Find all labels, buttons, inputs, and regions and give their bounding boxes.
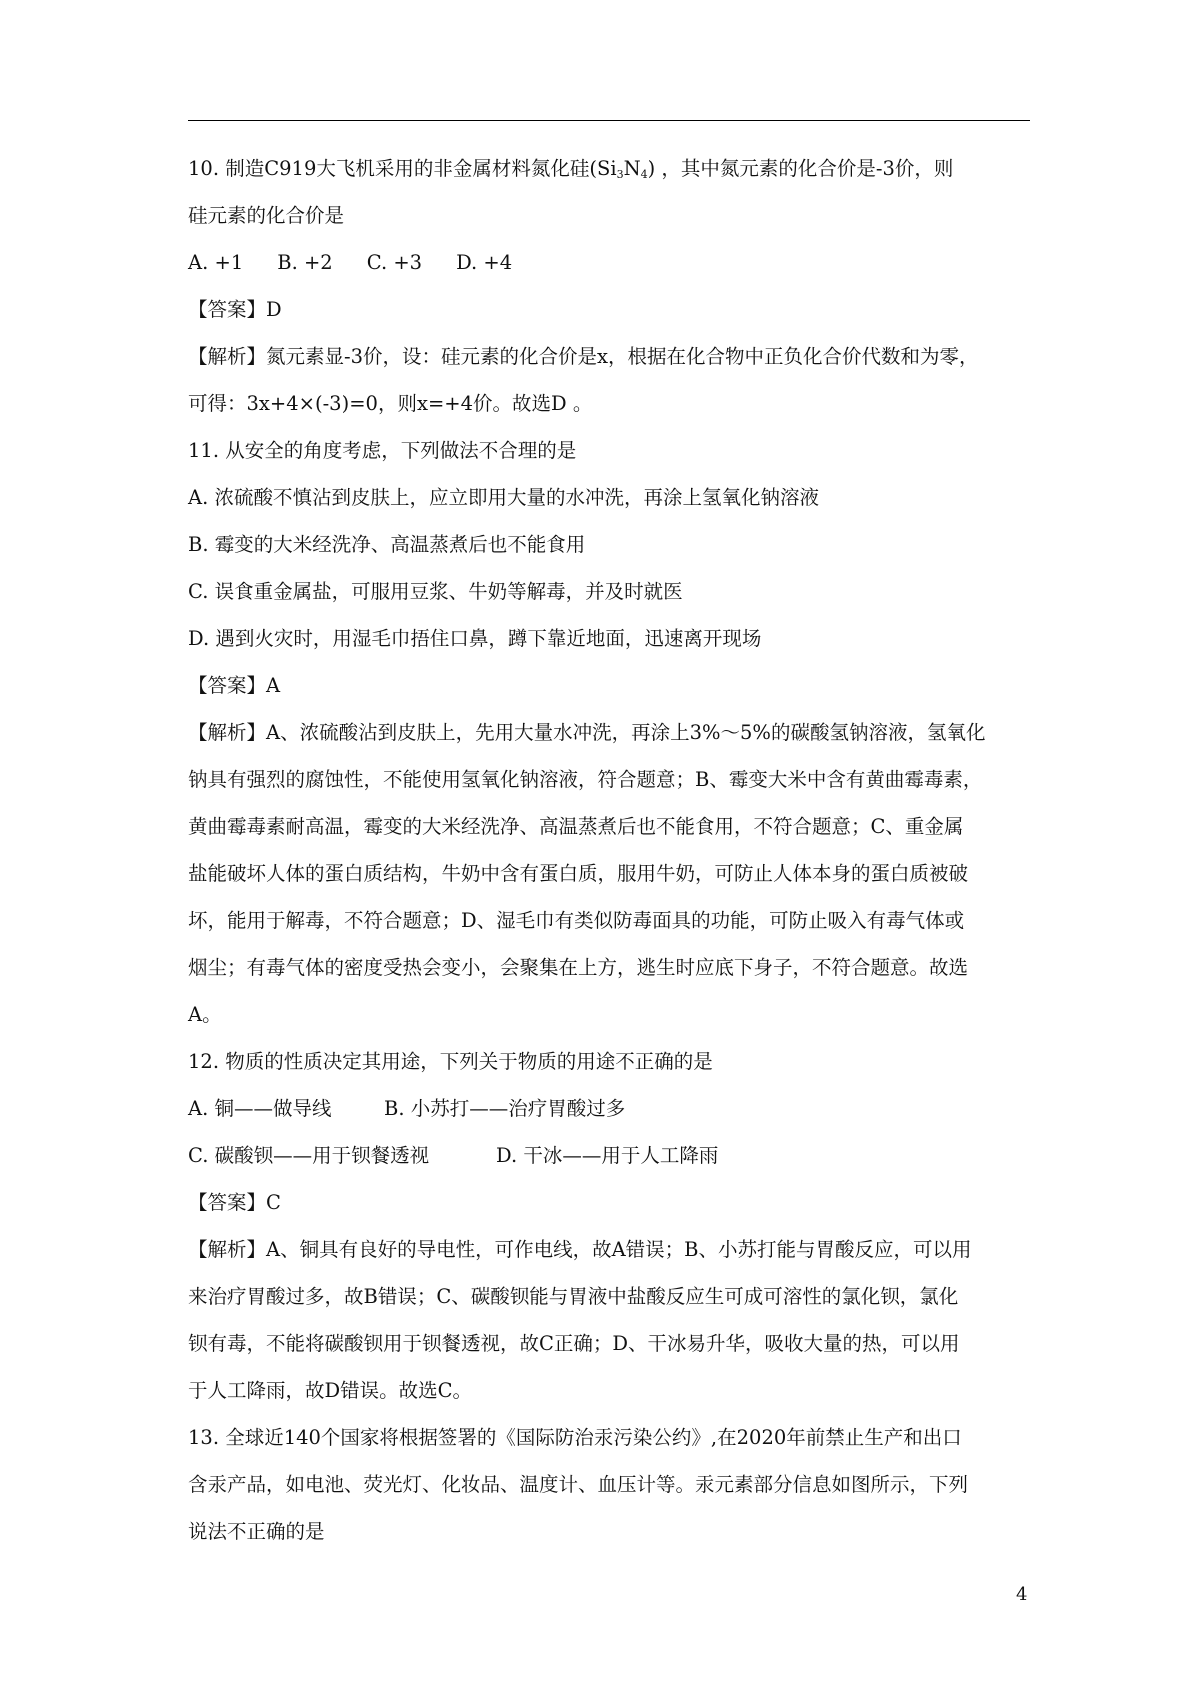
q10-option-b: B. +2 — [277, 251, 333, 274]
q12-analysis-line: 【解析】A、铜具有良好的导电性，可作电线，故A错误；B、小苏打能与胃酸反应，可以用 — [188, 1238, 972, 1261]
q12-analysis-line: 于人工降雨，故D错误。故选C。 — [188, 1379, 473, 1402]
q13-stem-line: 说法不正确的是 — [188, 1520, 325, 1543]
q12-analysis-line: 钡有毒，不能将碳酸钡用于钡餐透视，故C正确；D、干冰易升华，吸收大量的热，可以用 — [188, 1332, 960, 1355]
q10-options — [188, 239, 1030, 286]
q12-options-row-1 — [188, 1085, 1030, 1132]
q12-option-c: C. 碳酸钡——用于钡餐透视 — [188, 1144, 430, 1167]
q11-analysis-line: 盐能破坏人体的蛋白质结构，牛奶中含有蛋白质，服用牛奶，可防止人体本身的蛋白质被破 — [188, 862, 969, 885]
page-number: 4 — [1016, 1584, 1028, 1605]
q11-option-a: A. 浓硫酸不慎沾到皮肤上，应立即用大量的水冲洗，再涂上氢氧化钠溶液 — [188, 486, 819, 509]
q11-answer: 【答案】A — [188, 674, 281, 697]
q12-analysis-line: 来治疗胃酸过多，故B错误；C、碳酸钡能与胃液中盐酸反应生可成可溶性的氯化钡，氯化 — [188, 1285, 959, 1308]
q12-option-b: B. 小苏打——治疗胃酸过多 — [384, 1097, 626, 1120]
q12-options-row-2 — [188, 1132, 1030, 1179]
q11-option-d: D. 遇到火灾时，用湿毛巾捂住口鼻，蹲下靠近地面，迅速离开现场 — [188, 627, 762, 650]
q12-option-a: A. 铜——做导线 — [188, 1097, 332, 1120]
q11-analysis-line: A。 — [188, 1003, 222, 1026]
q11-analysis-line: 【解析】A、浓硫酸沾到皮肤上，先用大量水冲洗，再涂上3%～5%的碳酸氢钠溶液，氢氧化 — [188, 721, 986, 744]
q11-option-c: C. 误食重金属盐，可服用豆浆、牛奶等解毒，并及时就医 — [188, 580, 683, 603]
q10-stem-line-2: 硅元素的化合价是 — [188, 204, 345, 227]
q12-answer: 【答案】C — [188, 1191, 281, 1214]
q11-analysis-line: 烟尘；有毒气体的密度受热会变小，会聚集在上方，逃生时应底下身子，不符合题意。故选 — [188, 956, 969, 979]
q10-analysis-line: 【解析】氮元素显-3价，设：硅元素的化合价是x，根据在化合物中正负化合价代数和为零， — [188, 345, 979, 368]
content — [188, 145, 1030, 1555]
q11-analysis-line: 坏，能用于解毒，不符合题意；D、湿毛巾有类似防毒面具的功能，可防止吸入有毒气体或 — [188, 909, 965, 932]
q10-answer: 【答案】D — [188, 298, 282, 321]
q13-stem-line: 含汞产品，如电池、荧光灯、化妆品、温度计、血压计等。汞元素部分信息如图所示，下列 — [188, 1473, 969, 1496]
q12-stem: 12. 物质的性质决定其用途，下列关于物质的用途不正确的是 — [188, 1050, 713, 1073]
q11-analysis-line: 黄曲霉毒素耐高温，霉变的大米经洗净、高温蒸煮后也不能食用，不符合题意；C、重金属 — [188, 815, 964, 838]
q10-option-d: D. +4 — [456, 251, 513, 274]
q13-stem-line: 13. 全球近140个国家将根据签署的《国际防治汞污染公约》,在2020年前禁止生产和出口 — [188, 1426, 962, 1449]
q11-option-b: B. 霉变的大米经洗净、高温蒸煮后也不能食用 — [188, 533, 586, 556]
q10-option-a: A. +1 — [188, 251, 244, 274]
q12-option-d: D. 干冰——用于人工降雨 — [496, 1144, 719, 1167]
q11-analysis-line: 钠具有强烈的腐蚀性，不能使用氢氧化钠溶液，符合题意；B、霉变大米中含有黄曲霉毒素， — [188, 768, 983, 791]
header-rule — [188, 120, 1030, 121]
q10-option-c: C. +3 — [366, 251, 423, 274]
q10-analysis-line: 可得：3x+4×(-3)=0，则x=+4价。故选D 。 — [188, 392, 593, 415]
q11-stem: 11. 从安全的角度考虑，下列做法不合理的是 — [188, 439, 577, 462]
q10-stem-line-1: 10. 制造C919大飞机采用的非金属材料氮化硅$(Si_3N_4)$ ，其中氮元素的化合价是-3价，则 — [188, 157, 954, 181]
